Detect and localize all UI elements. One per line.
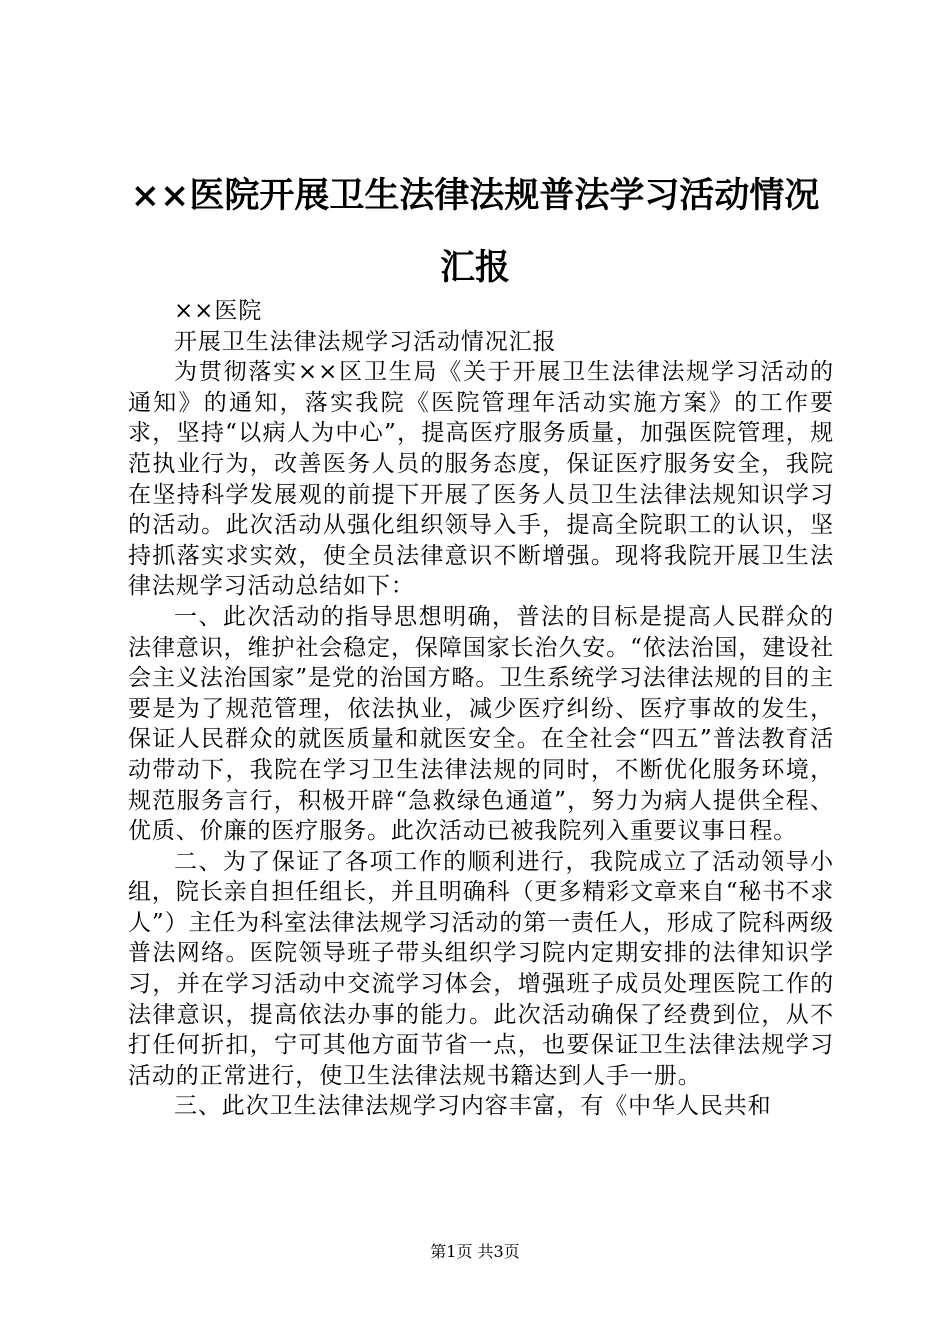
paragraph-report-heading: 开展卫生法律法规学习活动情况汇报 <box>174 328 557 355</box>
page-number-footer: 第1页 共3页 <box>430 1242 520 1261</box>
paragraph-section-3: 三、此次卫生法律法规学习内容丰富，有《中华人民共和 <box>174 1093 772 1120</box>
paragraph-section-2: 二、为了保证了各项工作的顺利进行，我院成立了活动领导小组，院长亲自担任组长，并且明确科（更多精彩文章来自“秘书不求人”）主任为科室法律法规学习活动的第一责任人，形成了院科两级普法网络。医院领导班子带头组织学习院内定期安排的法律知识学习，并在学习活动中交流学习体会，增强班子成员处理医院工作的法律意识，提高依法办事的能力。此次活动确保了经费到位，从不打任何折扣，宁可其他方面节省一点，也要保证卫生法律法规学习活动的正常进行，使卫生法律法规书籍达到人手一册。 <box>128 848 834 1089</box>
document-title: ××医院开展卫生法律法规普法学习活动情况汇报 <box>130 175 820 288</box>
document-body <box>128 296 834 1122</box>
paragraph-intro: 为贯彻落实××区卫生局《关于开展卫生法律法规学习活动的通知》的通知，落实我院《医院管理年活动实施方案》的工作要求，坚持“以病人为中心”，提高医疗服务质量，加强医院管理，规范执业行为，改善医务人员的服务态度，保证医疗服务安全，我院在坚持科学发展观的前提下开展了医务人员卫生法律法规知识学习的活动。此次活动从强化组织领导入手，提高全院职工的认识，坚持抓落实求实效，使全员法律意识不断增强。现将我院开展卫生法律法规学习活动总结如下： <box>128 359 834 600</box>
paragraph-section-1: 一、此次活动的指导思想明确，普法的目标是提高人民群众的法律意识，维护社会稳定，保障国家长治久安。“依法治国，建设社会主义法治国家”是党的治国方略。卫生系统学习法律法规的目的主要是为了规范管理，依法执业，减少医疗纠纷、医疗事故的发生，保证人民群众的就医质量和就医安全。在全社会“四五”普法教育活动带动下，我院在学习卫生法律法规的同时，不断优化服务环境，规范服务言行，积极开辟“急救绿色通道”，努力为病人提供全程、优质、价廉的医疗服务。此次活动已被我院列入重要议事日程。 <box>128 603 834 845</box>
paragraph-hospital-name: ××医院 <box>174 298 263 324</box>
